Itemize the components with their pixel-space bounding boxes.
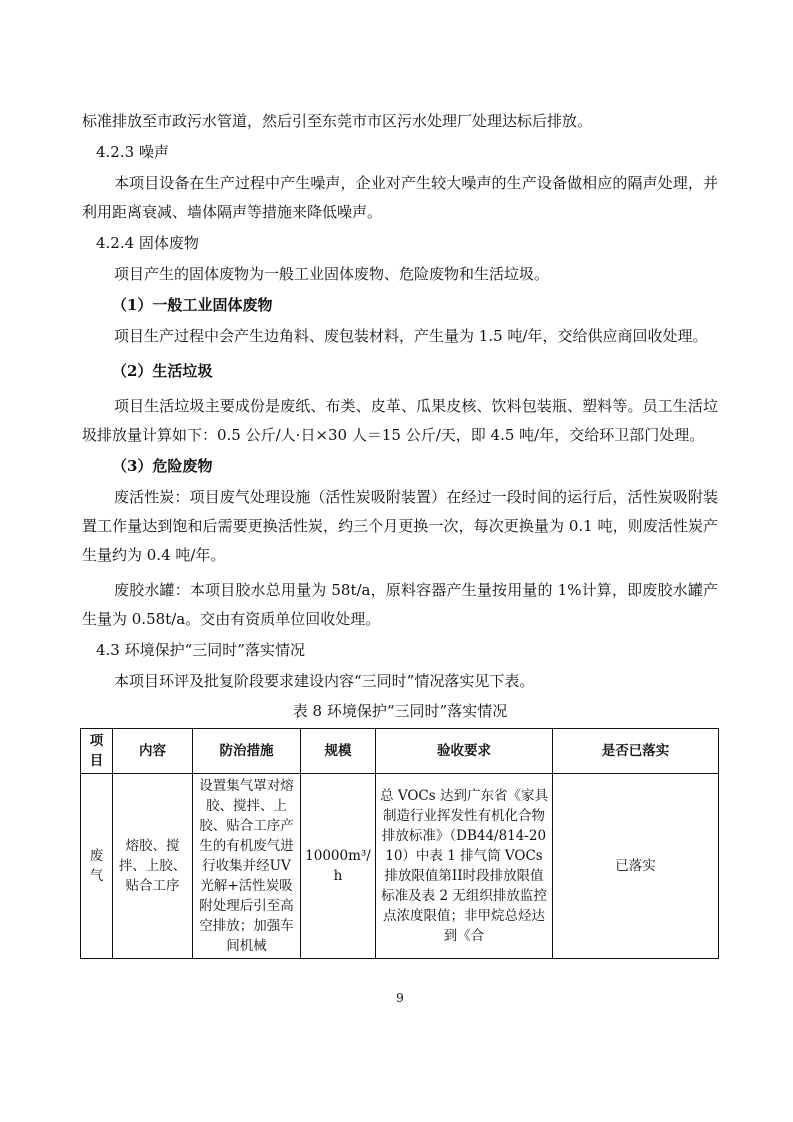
- paragraph: 标准排放至市政污水管道，然后引至东莞市市区污水处理厂处理达标后排放。: [82, 112, 593, 130]
- paragraph: 废活性炭：项目废气处理设施（活性炭吸附装置）在经过一段时间的运行后，活性炭吸附装置工作量达到饱和后需要更换活性炭，约三个月更换一次，每次更换量为 0.1 吨，则废活性炭产生量约为 0.4 吨/年。: [82, 488, 718, 564]
- paragraph: 本项目环评及批复阶段要求建设内容“三同时”情况落实见下表。: [114, 672, 535, 690]
- table-row: [81, 774, 719, 959]
- cell-item: 废气: [81, 774, 113, 959]
- table-header-row: [81, 729, 719, 774]
- paragraph: 项目生产过程中会产生边角料、废包装材料，产生量为 1.5 吨/年，交给供应商回收处理。: [114, 327, 708, 345]
- header-implemented: 是否已落实: [553, 729, 719, 774]
- three-simultaneous-table: [80, 728, 719, 959]
- header-measures: 防治措施: [193, 729, 301, 774]
- page-number: 9: [396, 991, 404, 1005]
- paragraph: 废胶水罐：本项目胶水总用量为 58t/a，原料容器产生量按用量的 1%计算，即废胶水罐产生量为 0.58t/a。交由有资质单位回收处理。: [82, 581, 718, 628]
- paragraph: 本项目设备在生产过程中产生噪声，企业对产生较大噪声的生产设备做相应的隔声处理，并利用距离衰减、墙体隔声等措施来降低噪声。: [82, 174, 718, 221]
- subheading-general-waste: （1）一般工业固体废物: [112, 296, 273, 314]
- cell-content: 熔胶、搅拌、上胶、贴合工序: [113, 774, 193, 959]
- cell-scale: 10000m³/h: [301, 774, 376, 959]
- header-requirements: 验收要求: [376, 729, 553, 774]
- cell-measures: 设置集气罩对熔胶、搅拌、上胶、贴合工序产生的有机废气进行收集并经UV 光解+活性炭吸附处理后引至高空排放；加强车间机械: [193, 774, 301, 959]
- paragraph: 项目产生的固体废物为一般工业固体废物、危险废物和生活垃圾。: [114, 265, 550, 283]
- subheading-domestic-waste: （2）生活垃圾: [112, 362, 213, 380]
- section-heading-4-2-3: 4.2.3 噪声: [96, 143, 169, 161]
- header-content: 内容: [113, 729, 193, 774]
- table-caption: 表 8 环境保护“三同时”落实情况: [292, 702, 508, 720]
- header-item: 项目: [81, 729, 113, 774]
- paragraph: 项目生活垃圾主要成份是废纸、布类、皮革、瓜果皮核、饮料包装瓶、塑料等。员工生活垃圾排放量计算如下：0.5 公斤/人·日×30 人＝15 公斤/天，即 4.5 吨/年，交给环卫部门处理。: [82, 397, 718, 444]
- cell-implemented: 已落实: [553, 774, 719, 959]
- section-heading-4-2-4: 4.2.4 固体废物: [96, 234, 199, 252]
- header-scale: 规模: [301, 729, 376, 774]
- section-heading-4-3: 4.3 环境保护“三同时”落实情况: [96, 641, 305, 659]
- cell-requirements: 总 VOCs 达到广东省《家具制造行业挥发性有机化合物排放标准》（DB44/814-2010）中表 1 排气筒 VOCs 排放限值第II时段排放限值标准及表 2 无组织排放监控点浓度限值；非甲烷总烃达到《合: [376, 774, 553, 959]
- subheading-hazardous-waste: （3）危险废物: [112, 457, 213, 475]
